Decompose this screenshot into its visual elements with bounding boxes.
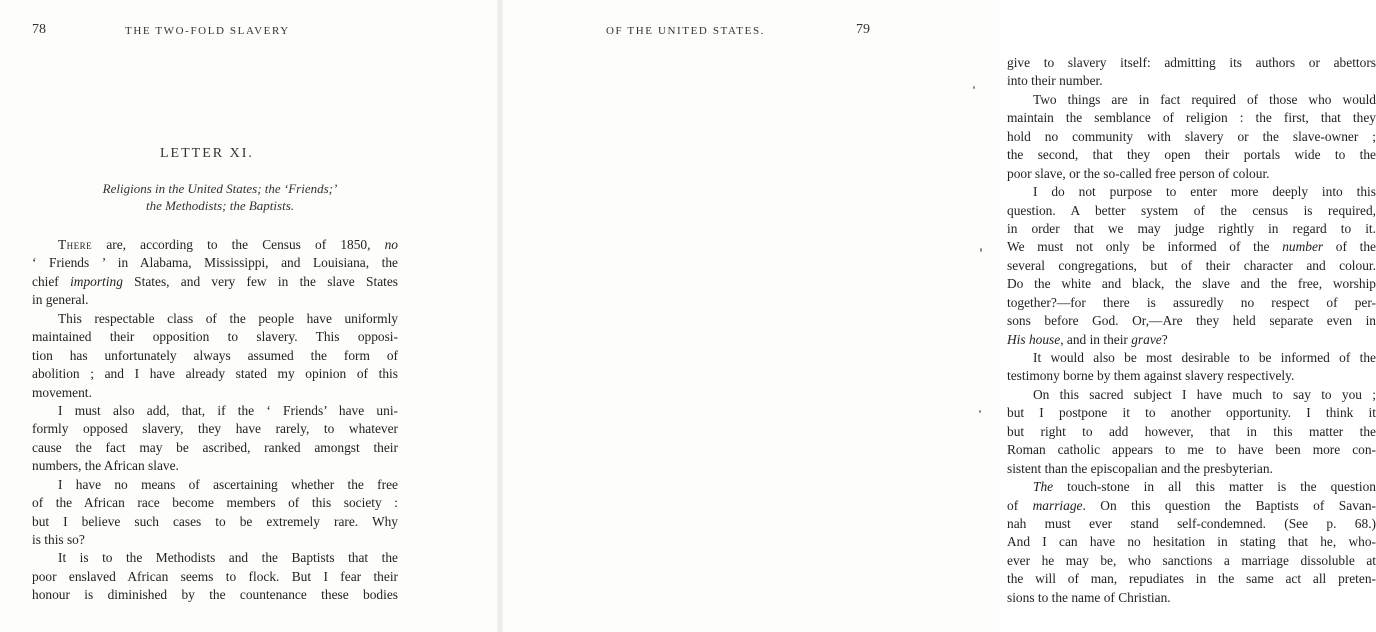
text-segment: On this sacred subject I have much to say to you ; xyxy=(1033,386,1376,402)
text-line xyxy=(1007,478,1376,496)
right-page xyxy=(500,0,1376,632)
text-segment: , and in their xyxy=(1060,331,1132,347)
text-line xyxy=(1007,460,1376,478)
left-page-body-text xyxy=(32,236,398,605)
text-segment: There xyxy=(58,237,93,252)
text-line xyxy=(1007,386,1376,404)
text-line xyxy=(1007,202,1376,220)
text-line xyxy=(32,291,398,309)
text-line xyxy=(1007,54,1376,72)
letter-title: LETTER XI. xyxy=(160,146,254,161)
text-line xyxy=(32,365,398,383)
text-segment: touch-stone in all this matter is the question xyxy=(1053,479,1376,495)
text-segment: It would also be most desirable to be informed of the xyxy=(1033,350,1376,365)
text-line xyxy=(1007,146,1376,164)
text-line xyxy=(1007,497,1376,515)
text-line xyxy=(1007,72,1376,90)
text-segment: I do not purpose to enter more deeply into this xyxy=(1033,184,1376,200)
text-segment: hold no community with slavery or the slave-owner ; xyxy=(1007,128,1376,144)
text-segment: is this so? xyxy=(32,532,85,547)
text-line xyxy=(1007,165,1376,183)
text-segment: ‘ Friends ’ in Alabama, Mississippi, and Louisiana, the xyxy=(32,255,398,271)
text-segment: numbers, the African slave. xyxy=(32,458,179,474)
text-segment: poor enslaved African seems to flock. But I fear their xyxy=(32,568,398,584)
text-line xyxy=(32,476,398,494)
text-segment: ever he may be, who sanctions a marriage dissoluble at xyxy=(1007,552,1376,568)
text-line xyxy=(1007,257,1376,275)
text-line xyxy=(1007,589,1376,607)
text-segment: together?—for there is assuredly no respect of per- xyxy=(1007,294,1376,310)
text-line xyxy=(1007,294,1376,312)
text-segment: but I postpone it to another opportunity. I think it xyxy=(1007,405,1376,421)
text-line xyxy=(1007,238,1376,256)
text-segment: It is to the Methodists and the Baptists that the xyxy=(58,550,398,566)
text-line xyxy=(32,328,398,346)
text-segment: several congregations, but of their character and colour. xyxy=(1007,257,1376,273)
text-line xyxy=(1007,404,1376,422)
text-line xyxy=(32,273,398,291)
text-line xyxy=(1007,183,1376,201)
text-segment: We must not only be informed of the xyxy=(1007,239,1283,255)
left-page xyxy=(0,0,500,632)
text-segment: the will of man, repudiates in the same act all preten- xyxy=(1007,571,1376,587)
italic-text: number xyxy=(1282,239,1324,255)
text-segment: but I believe such cases to be extremely rare. Why xyxy=(32,513,398,529)
text-line xyxy=(32,586,398,604)
text-line xyxy=(1007,570,1376,588)
text-line xyxy=(32,420,398,438)
text-segment: are, according to the Census of 1850, xyxy=(92,237,385,252)
italic-text: The xyxy=(1033,479,1054,495)
text-line xyxy=(1007,441,1376,459)
italic-text: grave xyxy=(1131,331,1162,347)
text-line xyxy=(32,513,398,531)
italic-text: His house xyxy=(1007,331,1061,347)
text-segment: sons before God. Or,—Are they held separate even in xyxy=(1007,313,1376,329)
text-line xyxy=(32,457,398,475)
text-segment: in order that we may judge rightly in regard to it. xyxy=(1007,220,1376,236)
text-line xyxy=(32,402,398,420)
text-segment: maintain the semblance of religion : the first, that they xyxy=(1007,110,1376,126)
italic-text: importing xyxy=(70,273,123,289)
text-segment: poor slave, or the so-called free person of colour. xyxy=(1007,165,1270,181)
text-line xyxy=(1007,515,1376,533)
text-line xyxy=(32,531,398,549)
scan-speck xyxy=(973,86,975,89)
text-segment: abolition ; and I have already stated my opinion of this xyxy=(32,366,398,382)
text-line xyxy=(1007,275,1376,293)
text-segment: movement. xyxy=(32,384,92,400)
text-segment: And I can have no hesitation in stating that he, who- xyxy=(1007,534,1376,550)
text-line xyxy=(1007,367,1376,385)
text-line xyxy=(1007,91,1376,109)
text-segment: States, and very few in the slave States xyxy=(122,273,399,289)
text-segment: formly opposed slavery, they have rarely, to whatever xyxy=(32,421,398,437)
text-segment: of the African race become members of this society : xyxy=(32,495,398,511)
page-number-left: 78 xyxy=(32,22,46,37)
text-line xyxy=(32,236,398,254)
text-line xyxy=(1007,349,1376,367)
text-line xyxy=(32,347,398,365)
text-segment: into their number. xyxy=(1007,73,1103,89)
text-line xyxy=(1007,109,1376,127)
text-segment: . On this question the Baptists of Savan- xyxy=(1082,497,1376,513)
text-segment: tion has unfortunately always assumed the form of xyxy=(32,347,398,363)
text-segment: sistent than the episcopalian and the presbyterian. xyxy=(1007,460,1273,476)
text-line xyxy=(1007,128,1376,146)
text-segment: cause the fact may be ascribed, ranked amongst their xyxy=(32,439,398,455)
chapter-subtitle-line-1: Religions in the United States; the ‘Friends;’ xyxy=(102,181,338,196)
text-segment: maintained their opposition to slavery. This opposi- xyxy=(32,329,398,345)
text-segment: This respectable class of the people have uniformly xyxy=(58,310,398,326)
text-segment: give to slavery itself: admitting its authors or abettors xyxy=(1007,55,1376,70)
text-segment: of xyxy=(1007,497,1033,513)
text-segment: of the xyxy=(1323,239,1376,255)
text-line xyxy=(32,549,398,567)
page-number-right: 79 xyxy=(856,22,870,37)
scan-speck xyxy=(980,248,982,252)
text-segment: question. A better system of the census is required, xyxy=(1007,202,1376,218)
text-line xyxy=(32,439,398,457)
text-segment: in general. xyxy=(32,292,89,308)
text-line xyxy=(32,254,398,272)
text-line xyxy=(32,310,398,328)
text-segment: Two things are in fact required of those who would xyxy=(1033,91,1376,107)
text-line xyxy=(32,384,398,402)
text-segment: chief xyxy=(32,273,71,289)
text-line xyxy=(1007,533,1376,551)
text-line xyxy=(1007,423,1376,441)
text-segment: Do the white and black, the slave and the free, worship xyxy=(1007,276,1376,292)
italic-text: marriage xyxy=(1032,497,1083,513)
text-segment: ? xyxy=(1161,331,1168,347)
scan-speck xyxy=(979,410,981,413)
text-segment: Roman catholic appears to me to have been more con- xyxy=(1007,442,1376,458)
text-line xyxy=(1007,312,1376,330)
text-segment: the second, that they open their portals wide to the xyxy=(1007,147,1376,163)
text-segment: sions to the name of Christian. xyxy=(1007,589,1171,605)
text-segment: testimony borne by them against slavery respectively. xyxy=(1007,368,1295,384)
text-segment: I must also add, that, if the ‘ Friends’ have uni- xyxy=(58,402,398,418)
running-head-right: OF THE UNITED STATES. xyxy=(606,25,766,37)
text-line xyxy=(1007,220,1376,238)
text-line xyxy=(32,568,398,586)
text-line xyxy=(1007,552,1376,570)
text-line xyxy=(32,494,398,512)
text-segment: honour is diminished by the countenance these bodies xyxy=(32,587,398,603)
text-segment: I have no means of ascertaining whether the free xyxy=(58,476,398,492)
italic-text: no xyxy=(384,237,398,252)
text-line xyxy=(1007,331,1376,349)
right-page-body-text xyxy=(1007,54,1376,607)
text-segment: nah must ever stand self-condemned. (See p. 68.) xyxy=(1007,515,1376,531)
running-head-left: THE TWO-FOLD SLAVERY xyxy=(125,25,290,37)
text-segment: but right to add however, that in this matter the xyxy=(1007,423,1376,439)
chapter-subtitle-line-2: the Methodists; the Baptists. xyxy=(145,198,295,213)
